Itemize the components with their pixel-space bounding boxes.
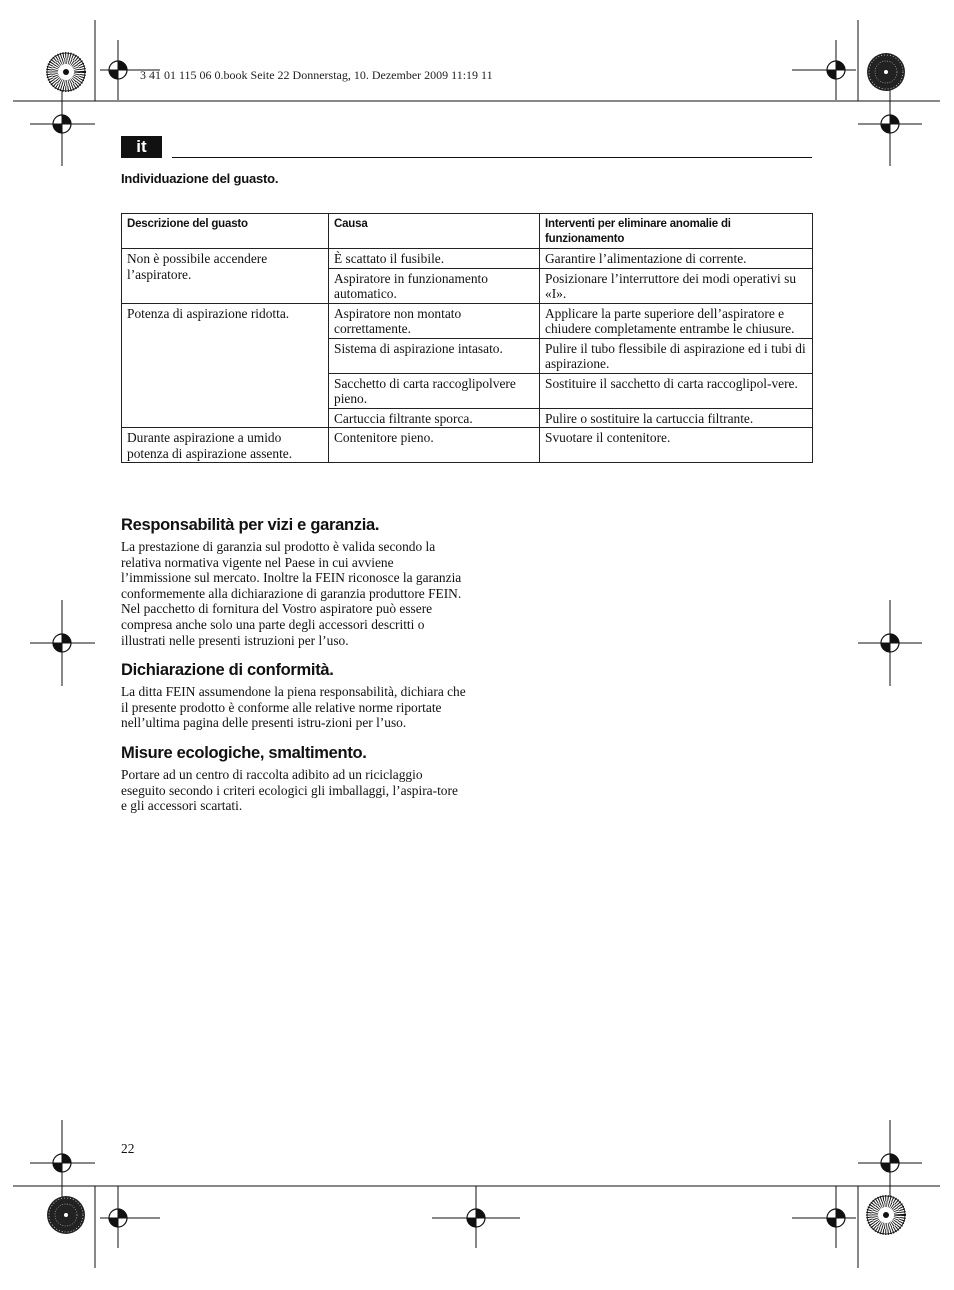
column-header-remedy: Interventi per eliminare anomalie di funzionamento — [540, 214, 813, 249]
book-header: 3 41 01 115 06 0.book Seite 22 Donnerstag, 10. Dezember 2009 11:19 11 — [140, 68, 493, 82]
warranty-paragraph: La prestazione di garanzia sul prodotto è valida secondo la relativa normativa vigente nel Paese in cui avviene l’immissione sul mercato. Inoltre la FEIN riconosce la garanzia conformemente alla dichiarazione di garanzia produttore FEIN. — [121, 539, 462, 601]
cell-remedy: Pulire il tubo flessibile di aspirazione ed i tubi di aspirazione. — [540, 338, 813, 373]
cell-cause: Sistema di aspirazione intasato. — [329, 338, 540, 373]
conformity-paragraph: La ditta FEIN assumendone la piena responsabilità, dichiara che il presente prodotto è conforme alle relative norme riportate nell’ultima pagina delle presenti istru-zioni per l’uso. — [121, 684, 466, 731]
cell-description: Potenza di aspirazione ridotta. — [122, 303, 329, 428]
ecology-section — [121, 744, 466, 814]
cell-remedy: Posizionare l’interruttore dei modi operativi su «I». — [540, 268, 813, 303]
fault-table — [121, 213, 813, 463]
cell-cause: Sacchetto di carta raccoglipolvere pieno. — [329, 373, 540, 408]
warranty-heading: Responsabilità per vizi e garanzia. — [121, 516, 380, 534]
cell-cause: Cartuccia filtrante sporca. — [329, 408, 540, 428]
conformity-section — [121, 661, 466, 731]
cell-remedy: Sostituire il sacchetto di carta raccoglipol-vere. — [540, 373, 813, 408]
table-row — [122, 428, 813, 463]
cell-remedy: Pulire o sostituire la cartuccia filtrante. — [540, 408, 813, 428]
cell-remedy: Svuotare il contenitore. — [540, 428, 813, 463]
cell-cause: È scattato il fusibile. — [329, 249, 540, 269]
table-row — [122, 303, 813, 338]
conformity-heading: Dichiarazione di conformità. — [121, 661, 334, 680]
cell-remedy: Garantire l’alimentazione di corrente. — [540, 249, 813, 269]
cell-cause: Contenitore pieno. — [329, 428, 540, 463]
page-number: 22 — [121, 1141, 135, 1156]
header-rule — [172, 157, 812, 158]
ecology-heading: Misure ecologiche, smaltimento. — [121, 743, 367, 762]
cell-cause: Aspiratore non montato correttamente. — [329, 303, 540, 338]
ecology-paragraph: Portare ad un centro di raccolta adibito ad un riciclaggio eseguito secondo i criteri ecologici gli imballaggi, l’aspira-tore e gli accessori scartati. — [121, 766, 458, 814]
table-header-row — [122, 214, 813, 249]
text-column — [121, 516, 466, 827]
column-header-cause: Causa — [329, 214, 540, 249]
language-badge: it — [121, 136, 162, 158]
table-caption: Individuazione del guasto. — [121, 171, 279, 186]
cell-remedy: Applicare la parte superiore dell’aspiratore e chiudere completamente entrambe le chiusure. — [540, 303, 813, 338]
warranty-section — [121, 516, 466, 648]
column-header-description: Descrizione del guasto — [122, 214, 329, 249]
table-row — [122, 249, 813, 269]
warranty-paragraph-accessories: Nel pacchetto di fornitura del Vostro aspiratore può essere compresa anche solo una parte degli accessori descritti o illustrati nelle presenti istruzioni per l’uso. — [121, 601, 433, 648]
cell-cause: Aspiratore in funzionamento automatico. — [329, 268, 540, 303]
cell-description: Durante aspirazione a umido potenza di aspirazione assente. — [122, 428, 329, 463]
cell-description: Non è possibile accendere l’aspiratore. — [122, 249, 329, 304]
